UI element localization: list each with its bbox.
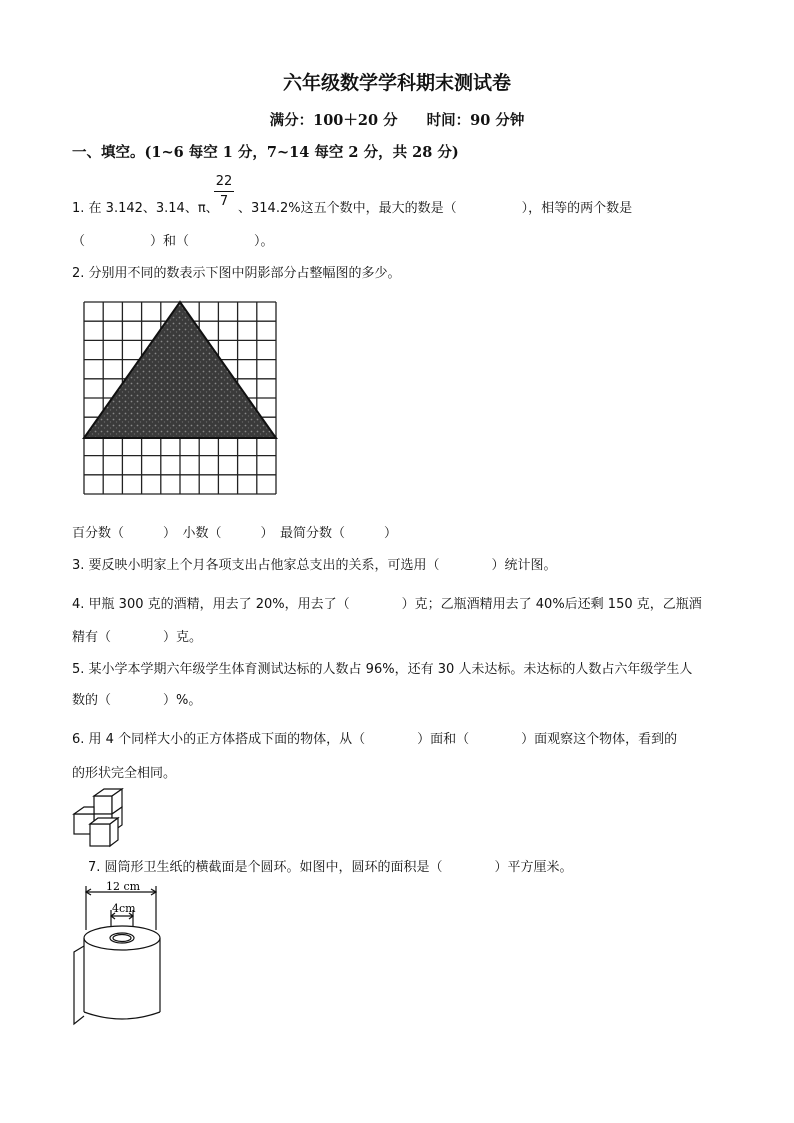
- question-2-text: 2. 分别用不同的数表示下图中阴影部分占整幅图的多少。: [72, 266, 401, 281]
- fraction-denominator: 7: [219, 194, 229, 209]
- question-7-text: 7. 圆筒形卫生纸的横截面是个圆环。如图中，圆环的面积是（ ）平方厘米。: [88, 860, 573, 875]
- page-title: 六年级数学学科期末测试卷: [282, 72, 511, 94]
- outer-diameter-label: 12 cm: [106, 880, 141, 893]
- question-1-line2: （ ）和（ ）。: [72, 234, 274, 249]
- fraction-bar: [214, 191, 234, 192]
- fraction-numerator: 22: [215, 174, 233, 189]
- question-5-line1: 5. 某小学本学期六年级学生体育测试达标的人数占 96%，还有 30 人未达标。未达标的人数占六年级学生人: [72, 662, 693, 677]
- shaded-triangle: [84, 302, 276, 438]
- question-1-part2: 、314.2%这五个数中，最大的数是（ ），相等的两个数是: [238, 201, 633, 216]
- question-6-line1: 6. 用 4 个同样大小的正方体搭成下面的物体，从（ ）面和（ ）面观察这个物体，看到的: [72, 732, 678, 747]
- section-heading-fill-blank: 一、填空。(1~6 每空 1 分，7~14 每空 2 分，共 28 分): [72, 144, 459, 161]
- question-5-line2: 数的（ ）%。: [72, 693, 202, 708]
- stacked-cubes-figure: [72, 788, 132, 850]
- question-6-line2: 的形状完全相同。: [72, 766, 177, 781]
- question-4-line2: 精有（ ）克。: [72, 630, 203, 645]
- fraction-22-over-7: [214, 174, 234, 210]
- exam-info: 满分：100＋20 分 时间：90 分钟: [269, 112, 525, 129]
- toilet-roll-figure: [68, 882, 172, 1028]
- grid-triangle-figure: [76, 298, 282, 508]
- inner-diameter-label: 4cm: [112, 902, 136, 915]
- question-2-answers: 百分数（ ） 小数（ ） 最简分数（ ）: [72, 526, 398, 541]
- question-1-part1: 1. 在 3.142、3.14、π、: [72, 201, 219, 216]
- question-4-line1: 4. 甲瓶 300 克的酒精，用去了 20%，用去了（ ）克；乙瓶酒精用去了 40%后还剩 150 克，乙瓶酒: [72, 597, 702, 612]
- question-3-text: 3. 要反映小明家上个月各项支出占他家总支出的关系，可选用（ ）统计图。: [72, 558, 557, 573]
